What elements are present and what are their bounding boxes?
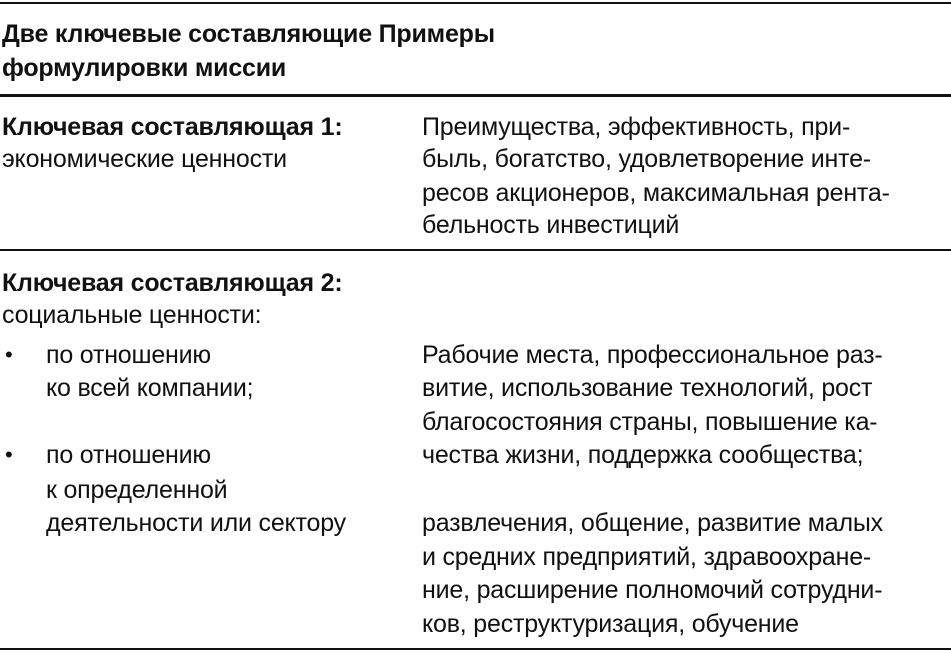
- row1-title: Ключевая составляющая 1:: [2, 113, 343, 141]
- row2-example-line: и средних предприятий, здравоохране-: [422, 543, 872, 571]
- row1-example-line: бельность инвестиций: [422, 211, 680, 239]
- bottom-rule: [0, 648, 951, 650]
- bullet-marker: •: [5, 442, 13, 467]
- row2-example-line: ние, расширение полномочий сотрудни-: [422, 576, 883, 604]
- row2-example-line: Рабочие места, профессиональное раз-: [422, 341, 883, 369]
- row1-subtitle: экономические ценности: [2, 145, 287, 173]
- bullet2-line: к определенной: [46, 476, 228, 504]
- row2-example-line: витие, использование технологий, рост: [422, 374, 873, 402]
- row2-subtitle: социальные ценности:: [2, 301, 262, 329]
- row1-example-line: Преимущества, эффективность, при-: [422, 113, 851, 141]
- top-rule: [0, 2, 951, 4]
- header-line-2: формулировки миссии: [2, 54, 287, 82]
- header-line-1: Две ключевые составляющие Примеры: [2, 20, 495, 48]
- row2-title: Ключевая составляющая 2:: [2, 269, 343, 297]
- row1-example-line: быль, богатство, удовлетворение инте-: [422, 145, 871, 173]
- row2-example-line: чества жизни, поддержка сообщества;: [422, 441, 864, 469]
- row1-example-line: ресов акционеров, максимальная рента-: [422, 179, 890, 207]
- header-divider: [0, 94, 951, 97]
- row-divider: [0, 249, 951, 251]
- bullet2-line: деятельности или сектору: [46, 509, 346, 537]
- bullet2-line: по отношению: [46, 441, 211, 469]
- bullet1-line: по отношению: [46, 341, 211, 369]
- bullet-marker: •: [5, 342, 13, 367]
- bullet1-line: ко всей компании;: [46, 374, 254, 402]
- row2-example-line: ков, реструктуризация, обучение: [422, 610, 799, 638]
- row2-example-line: благосостояния страны, повышение ка-: [422, 408, 878, 436]
- row2-example-line: развлечения, общение, развитие малых: [422, 509, 883, 537]
